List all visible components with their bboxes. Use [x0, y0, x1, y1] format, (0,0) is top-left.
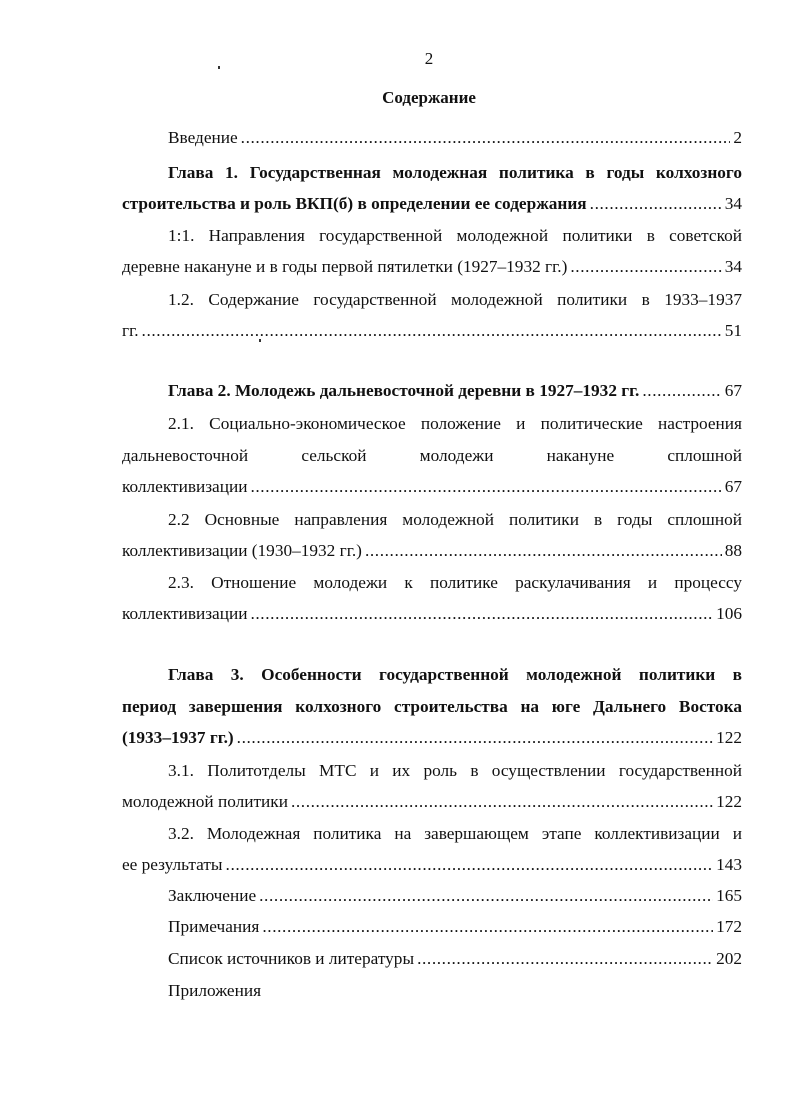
toc-leader-dots — [250, 598, 713, 630]
toc-entry-title: Заключение — [168, 886, 257, 905]
toc-entry-section-1-1[interactable] — [122, 251, 742, 283]
toc-entry-title: Введение — [168, 128, 238, 147]
toc-page-number: 2 — [733, 128, 742, 147]
toc-leader-dots — [570, 251, 721, 283]
toc-leader-dots — [226, 849, 714, 881]
toc-entry-section-1-1-line: 1:1. Направления государственной молодежной политики в советской — [168, 226, 742, 245]
toc-page-number: 51 — [724, 321, 742, 340]
toc-leader-dots — [291, 786, 713, 818]
toc-entry-section-2-1[interactable] — [122, 471, 742, 503]
toc-leader-dots — [250, 471, 721, 503]
toc-entry-chapter-1-line: Глава 1. Государственная молодежная политика в годы колхозного — [168, 163, 742, 182]
toc-entry-section-1-2[interactable] — [122, 315, 742, 347]
toc-page-number: 165 — [716, 886, 742, 905]
toc-page-number: 34 — [724, 194, 742, 213]
toc-entry-title: Список источников и литературы — [168, 949, 415, 968]
toc-entry-section-1-2-line: 1.2. Содержание государственной молодежной политики в 1933–1937 — [168, 290, 742, 309]
toc-page-number: 88 — [724, 541, 742, 560]
toc-entry-chapter-2[interactable] — [168, 375, 742, 407]
toc-entry-section-2-3-line: 2.3. Отношение молодежи к политике раскулачивания и процессу — [168, 573, 742, 592]
toc-page-number: 202 — [716, 949, 742, 968]
toc-entry-section-2-1-line: 2.1. Социально-экономическое положение и политические настроения — [168, 414, 742, 433]
toc-entry-chapter-3-line: Глава 3. Особенности государственной молодежной политики в — [168, 665, 742, 684]
toc-leader-dots — [262, 911, 713, 943]
toc-leader-dots — [365, 535, 722, 567]
toc-entry-title: ее результаты — [122, 855, 223, 874]
toc-entry-bibliography[interactable] — [168, 943, 742, 975]
toc-page-number: 67 — [724, 381, 742, 400]
toc-entry-section-3-1[interactable] — [122, 786, 742, 818]
toc-entry-title: молодежной политики — [122, 792, 288, 811]
toc-leader-dots — [259, 880, 713, 912]
page-number: 2 — [424, 49, 434, 68]
toc-entry-title: (1933–1937 гг.) — [122, 728, 234, 747]
toc-leader-dots — [417, 943, 713, 975]
toc-page-number: 122 — [716, 728, 742, 747]
toc-entry-appendices[interactable] — [168, 975, 742, 1007]
toc-entry-title: строительства и роль ВКП(б) в определении ее содержания — [122, 194, 587, 213]
toc-entry-chapter-1[interactable] — [122, 188, 742, 220]
toc-entry-title: Глава 2. Молодежь дальневосточной деревни в 1927–1932 гг. — [168, 381, 640, 400]
toc-entry-title: коллективизации — [122, 604, 248, 623]
toc-leader-dots — [237, 722, 713, 754]
toc-entry-introduction[interactable] — [168, 122, 742, 154]
toc-entry-section-2-2[interactable] — [122, 535, 742, 567]
toc-leader-dots — [590, 188, 722, 220]
toc-entry-chapter-3[interactable] — [122, 722, 742, 754]
toc-entry-section-3-2[interactable] — [122, 849, 742, 881]
toc-page-number: 106 — [716, 604, 742, 623]
toc-entry-notes[interactable] — [168, 911, 742, 943]
toc-page-number: 143 — [716, 855, 742, 874]
toc-entry-title: Примечания — [168, 917, 260, 936]
toc-entry-title: коллективизации — [122, 477, 248, 496]
toc-entry-section-3-2-line: 3.2. Молодежная политика на завершающем этапе коллективизации и — [168, 824, 742, 843]
toc-entry-section-3-1-line: 3.1. Политотделы МТС и их роль в осуществлении государственной — [168, 761, 742, 780]
toc-entry-title: коллективизации (1930–1932 гг.) — [122, 541, 362, 560]
toc-entry-title: Приложения — [168, 981, 262, 1000]
page-title: Содержание — [382, 88, 476, 107]
toc-entry-section-2-3[interactable] — [122, 598, 742, 630]
toc-entry-title: деревне накануне и в годы первой пятилетки (1927–1932 гг.) — [122, 257, 568, 276]
toc-entry-section-2-2-line: 2.2 Основные направления молодежной политики в годы сплошной — [168, 510, 742, 529]
toc-entry-chapter-3-line: период завершения колхозного строительства на юге Дальнего Востока — [122, 697, 742, 716]
toc-page-number: 67 — [724, 477, 742, 496]
toc-entry-title: гг. — [122, 321, 139, 340]
toc-leader-dots — [241, 122, 731, 154]
toc-page-number: 122 — [716, 792, 742, 811]
toc-entry-conclusion[interactable] — [168, 880, 742, 912]
toc-leader-dots — [642, 375, 721, 407]
toc-page-number: 34 — [724, 257, 742, 276]
toc-entry-section-2-1-line: дальневосточной сельской молодежи накануне сплошной — [122, 446, 742, 465]
toc-leader-dots — [142, 315, 722, 347]
toc-page-number: 172 — [716, 917, 742, 936]
